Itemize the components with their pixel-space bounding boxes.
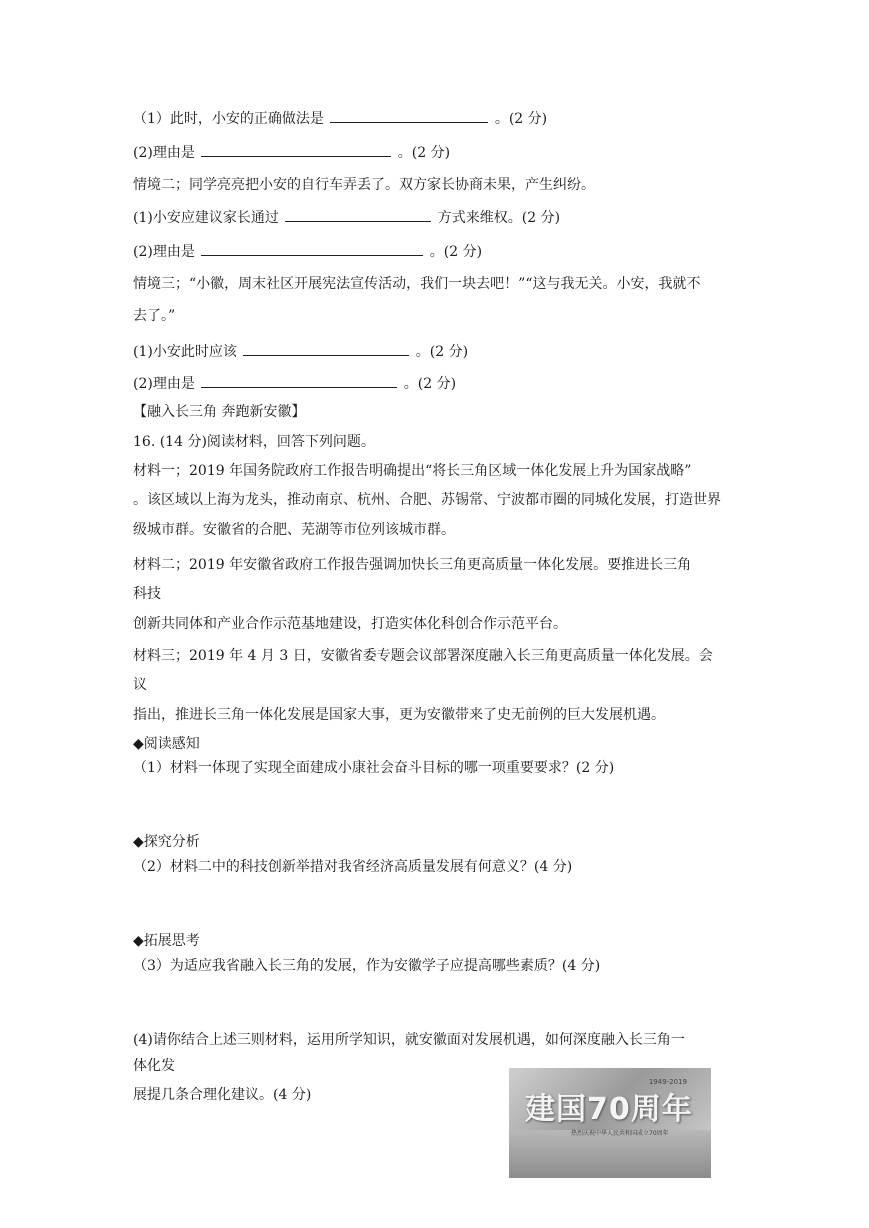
ln-1 <box>133 142 450 163</box>
answer-blank[interactable] <box>201 373 397 388</box>
image-caption: 热烈庆祝中华人民共和国成立70周年 <box>571 1130 669 1137</box>
answer-blank[interactable] <box>330 108 488 123</box>
q1-score: 。(2 分) <box>494 111 548 127</box>
answer-blank[interactable] <box>285 207 431 222</box>
material-1-line-1: 材料一；2019 年国务院政府工作报告明确提出“将长三角区域一体化发展上升为国家战略” <box>133 463 692 479</box>
q3-prompt: (1)小安应建议家长通过 <box>133 210 279 226</box>
sub-question-4-line-1: (4)请你结合上述三则材料，运用所学知识，就安徽面对发展机遇，如何深度融入长三角一 <box>133 1032 685 1048</box>
q2-score: 。(2 分) <box>397 145 451 161</box>
material-1-line-3: 级城市群。安徽省的合肥、芜湖等市位列该城市群。 <box>133 522 455 538</box>
q6-prompt: (2)理由是 <box>133 376 195 392</box>
q1-prompt: （1）此时，小安的正确做法是 <box>133 111 324 127</box>
section-heading: 【融入长三角 奔跑新安徽】 <box>133 404 306 420</box>
material-3-line-3: 指出，推进长三角一体化发展是国家大事，更为安徽带来了史无前例的巨大发展机遇。 <box>133 707 665 723</box>
q2-prompt: (2)理由是 <box>133 145 195 161</box>
material-2-line-3: 创新共同体和产业合作示范基地建设，打造实体化科创合作示范平台。 <box>133 616 567 632</box>
q3-score: 方式来维权。(2 分) <box>437 210 561 226</box>
q4-prompt: (2)理由是 <box>133 244 195 260</box>
answer-blank[interactable] <box>243 341 409 356</box>
image-title: 建国70周年 <box>525 1092 693 1127</box>
subsection-explore: ◆探究分析 <box>133 834 200 850</box>
material-3-line-1: 材料三；2019 年 4 月 3 日，安徽省委专题会议部署深度融入长三角更高质量一体化发展。会 <box>133 648 713 664</box>
scenario-3: 情境三；“小徽，周末社区开展宪法宣传活动，我们一块去吧！”“这与我无关。小安，我就不 <box>133 276 701 292</box>
sub-question-4-line-2: 体化发 <box>133 1058 175 1074</box>
answer-blank[interactable] <box>201 241 423 256</box>
image-base-band <box>509 1130 711 1178</box>
scenario-3-cont: 去了。” <box>133 308 176 324</box>
anniversary-image <box>509 1068 711 1178</box>
material-2-line-1: 材料二；2019 年安徽省政府工作报告强调加快长三角更高质量一体化发展。要推进长三角 <box>133 557 692 573</box>
question-16: 16. (14 分)阅读材料，回答下列问题。 <box>133 434 375 450</box>
ln-0 <box>133 108 547 129</box>
scenario-2: 情境二；同学亮亮把小安的自行车弄丢了。双方家长协商未果，产生纠纷。 <box>133 177 595 193</box>
material-3-line-2: 议 <box>133 677 147 693</box>
q5-score: 。(2 分) <box>415 344 469 360</box>
q6-score: 。(2 分) <box>403 376 457 392</box>
material-1-line-2: 。该区域以上海为龙头，推动南京、杭州、合肥、苏锡常、宁波都市圈的同城化发展，打造世界 <box>133 492 721 508</box>
q5-prompt: (1)小安此时应该 <box>133 344 237 360</box>
sub-question-4-line-3: 展提几条合理化建议。(4 分) <box>133 1087 312 1103</box>
subsection-extend: ◆拓展思考 <box>133 933 200 949</box>
ln-4 <box>133 241 482 262</box>
answer-blank[interactable] <box>201 142 391 157</box>
ln-7 <box>133 341 468 362</box>
subsection-read: ◆阅读感知 <box>133 736 200 752</box>
ln-3 <box>133 207 560 228</box>
ln-8 <box>133 373 456 394</box>
sub-question-1: （1）材料一体现了实现全面建成小康社会奋斗目标的哪一项重要要求？(2 分) <box>133 760 615 776</box>
material-2-line-2: 科技 <box>133 586 161 602</box>
sub-question-2: （2）材料二中的科技创新举措对我省经济高质量发展有何意义？(4 分) <box>133 859 573 875</box>
sub-question-3: （3）为适应我省融入长三角的发展，作为安徽学子应提高哪些素质？(4 分) <box>133 958 601 974</box>
image-years: 1949-2019 <box>648 1078 687 1086</box>
q4-score: 。(2 分) <box>429 244 483 260</box>
